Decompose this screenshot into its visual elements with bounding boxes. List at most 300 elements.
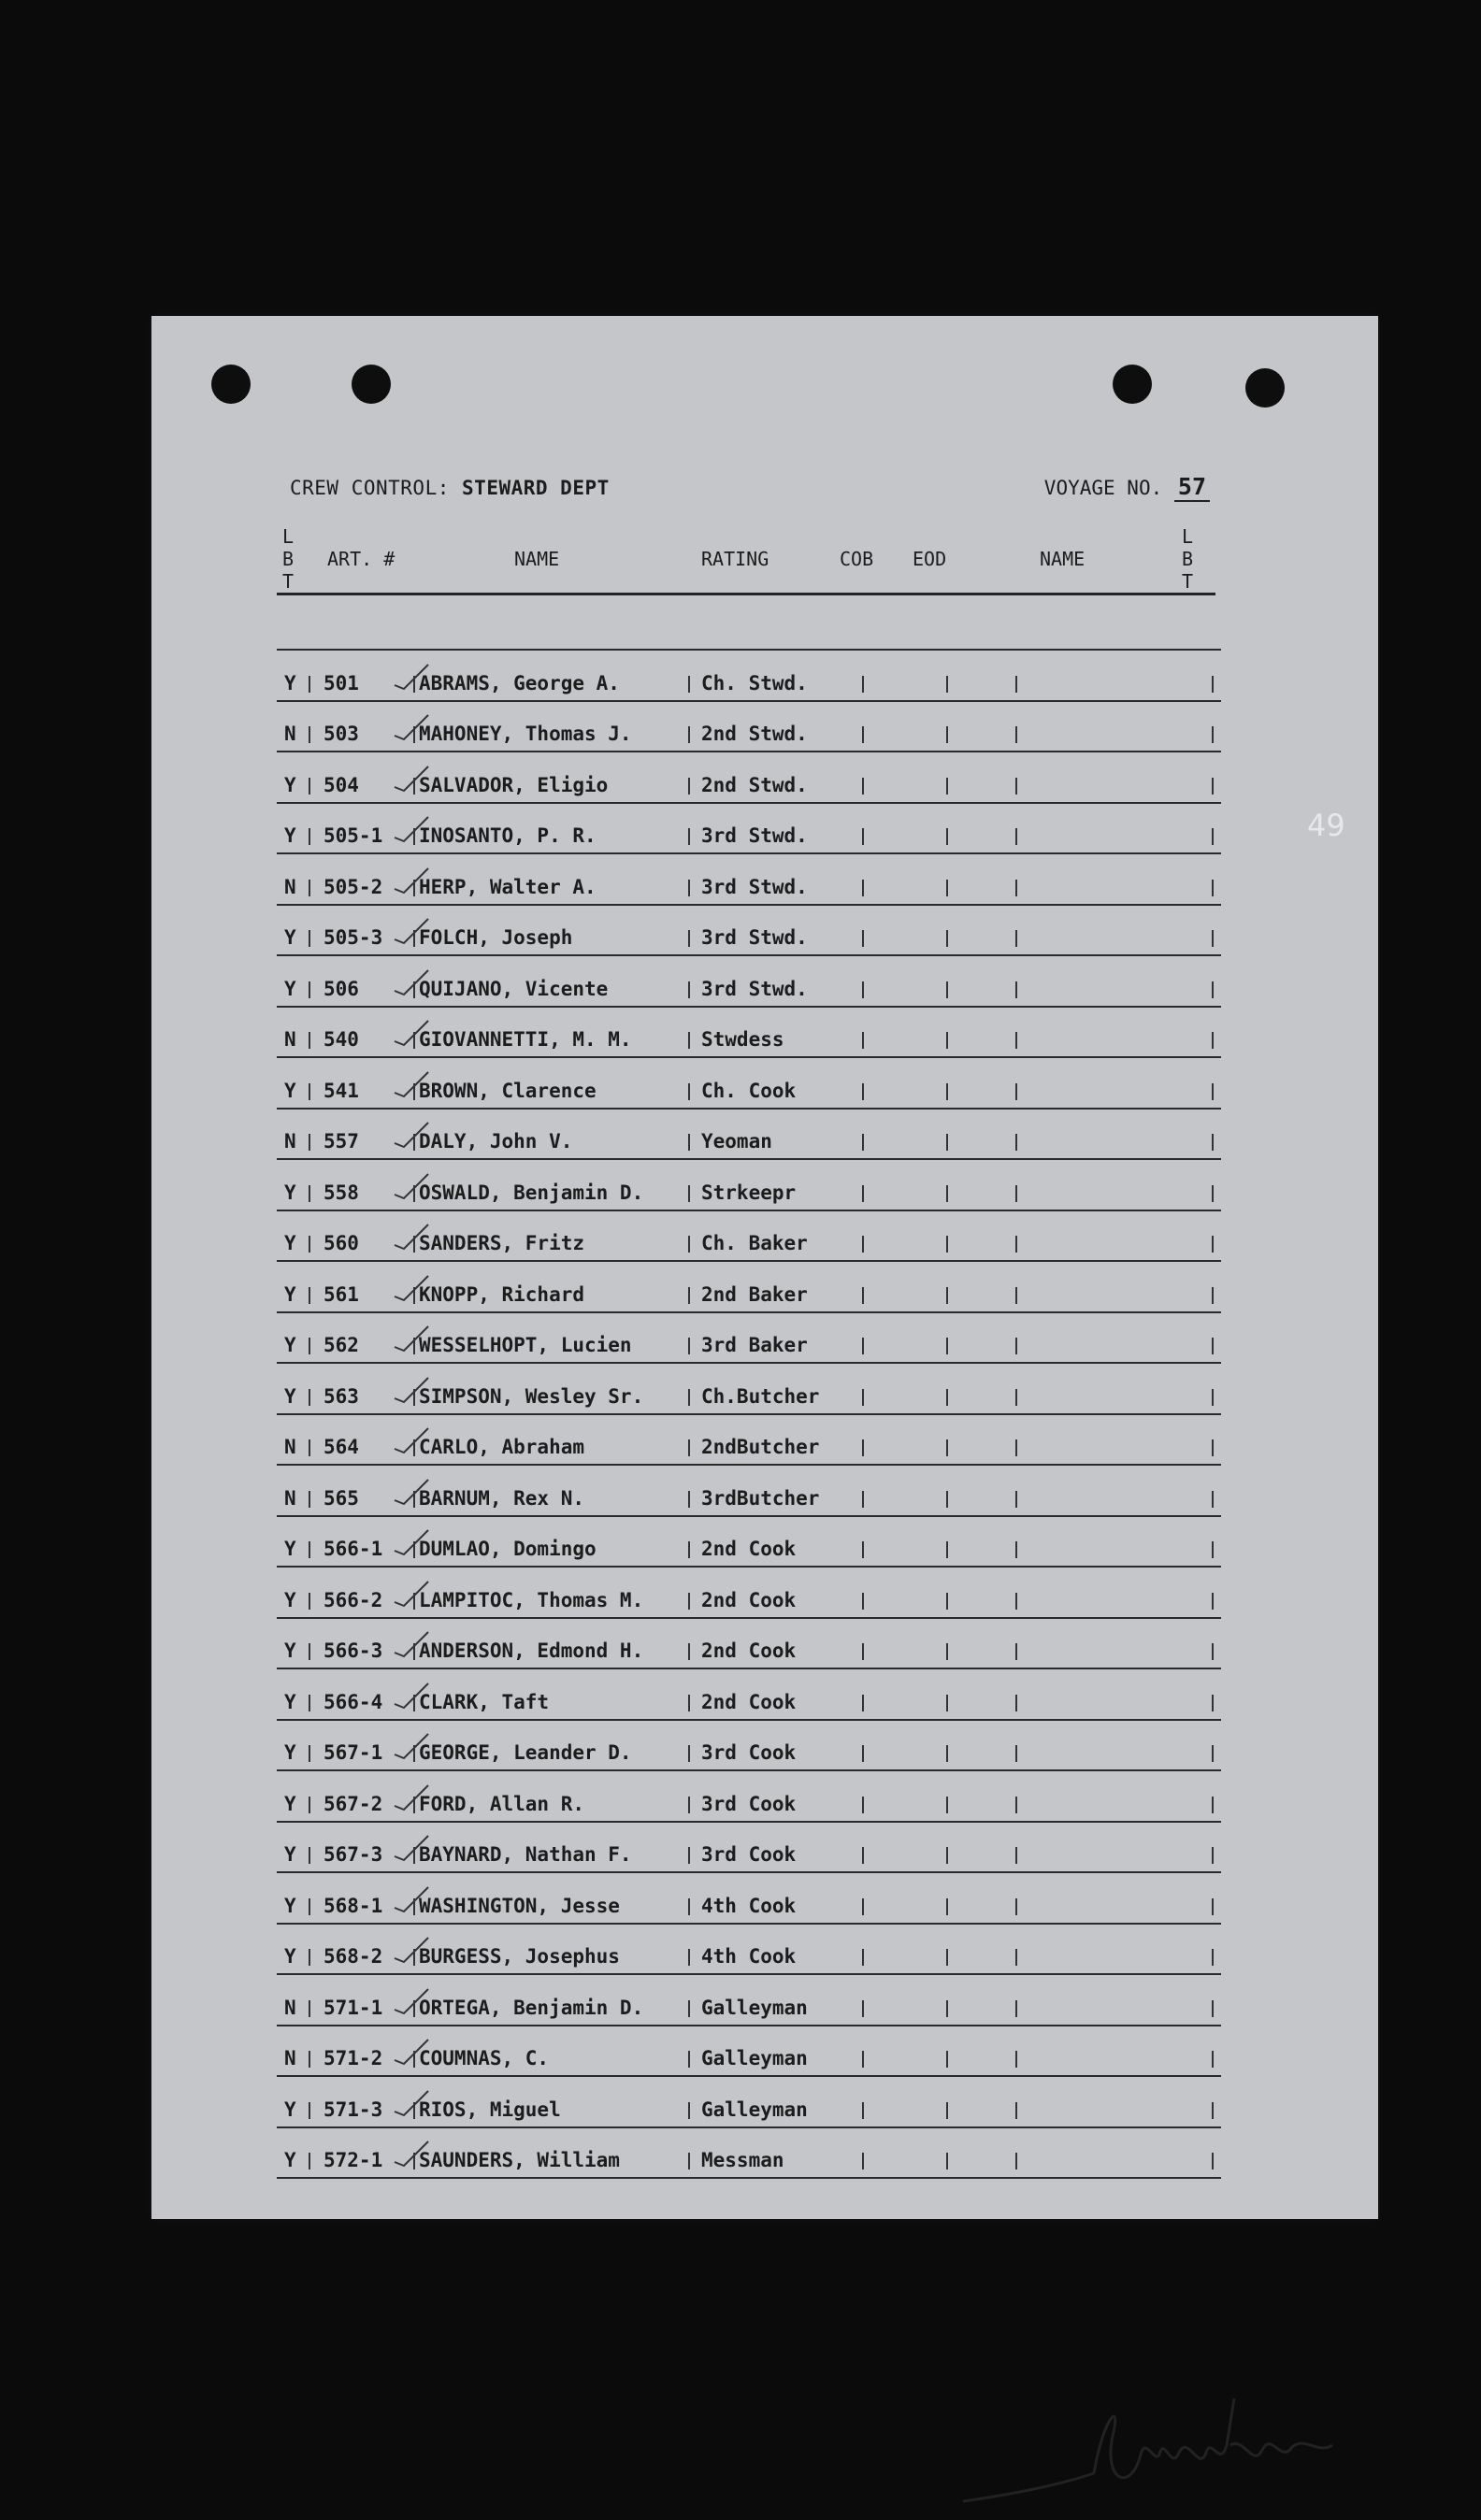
column-divider [688, 676, 690, 693]
art-number-cell: 505-2 [324, 875, 383, 898]
column-divider [688, 1338, 690, 1354]
column-divider [1212, 930, 1214, 947]
table-row [277, 1669, 1221, 1721]
lbt-cell: N [284, 1996, 296, 2019]
column-divider [688, 1541, 690, 1558]
column-divider [1015, 1389, 1017, 1406]
column-divider [309, 778, 310, 795]
column-divider [688, 1695, 690, 1711]
column-divider [688, 1593, 690, 1610]
lbt-cell: N [284, 875, 296, 898]
department-name: STEWARD DEPT [462, 477, 610, 499]
rating-cell: 4th Cook [701, 1894, 797, 1917]
check-mark-icon [393, 1070, 430, 1098]
table-row [277, 1771, 1221, 1823]
lbt-cell: Y [284, 977, 296, 1000]
column-divider [862, 2051, 864, 2068]
column-divider [1212, 1236, 1214, 1253]
column-divider [862, 2153, 864, 2169]
column-divider [1212, 778, 1214, 795]
art-number-cell: 505-3 [324, 926, 383, 949]
crew-name-cell: OSWALD, Benjamin D. [419, 1181, 644, 1204]
col-eod: EOD [913, 548, 947, 570]
column-divider [688, 778, 690, 795]
column-divider [862, 1695, 864, 1711]
column-divider [309, 1847, 310, 1864]
column-divider [1015, 1338, 1017, 1354]
column-divider [688, 1287, 690, 1304]
art-number-cell: 560 [324, 1232, 359, 1254]
column-divider [309, 1643, 310, 1660]
column-divider [309, 2051, 310, 2068]
voyage-number-block [1044, 473, 1210, 500]
punch-hole [352, 365, 391, 404]
column-divider [862, 1593, 864, 1610]
crew-name-cell: BROWN, Clarence [419, 1079, 597, 1102]
table-row [277, 1568, 1221, 1619]
column-divider [1015, 981, 1017, 998]
check-mark-icon [393, 1987, 430, 2015]
column-divider [1015, 1949, 1017, 1966]
crew-name-cell: BURGESS, Josephus [419, 1945, 620, 1968]
column-divider [309, 1083, 310, 1100]
crew-table [277, 649, 1221, 2179]
column-divider [309, 1898, 310, 1915]
table-row [277, 2128, 1221, 2180]
crew-name-cell: CARLO, Abraham [419, 1436, 585, 1458]
column-divider [688, 1797, 690, 1813]
check-mark-icon [393, 1121, 430, 1149]
column-divider [688, 2051, 690, 2068]
table-row [277, 1110, 1221, 1161]
table-row [277, 1160, 1221, 1211]
column-divider [688, 930, 690, 947]
column-divider [946, 1134, 948, 1151]
form-title [290, 477, 610, 499]
table-row [277, 804, 1221, 855]
column-divider [1212, 1491, 1214, 1508]
rating-cell: Ch. Baker [701, 1232, 808, 1254]
column-divider [688, 1389, 690, 1406]
page-number: 49 [1307, 808, 1345, 843]
lbt-cell: N [284, 1028, 296, 1051]
column-divider [688, 1491, 690, 1508]
column-divider [1015, 1593, 1017, 1610]
crew-name-cell: BAYNARD, Nathan F. [419, 1843, 632, 1866]
voyage-label: VOYAGE NO. [1043, 477, 1163, 499]
column-divider [309, 1541, 310, 1558]
rating-cell: 3rd Baker [701, 1334, 808, 1356]
column-divider [946, 930, 948, 947]
column-divider [862, 676, 864, 693]
art-number-cell: 540 [324, 1028, 359, 1051]
column-divider [862, 1287, 864, 1304]
rating-cell: 3rd Cook [701, 1792, 797, 1815]
crew-name-cell: SIMPSON, Wesley Sr. [419, 1384, 644, 1408]
column-divider [688, 1134, 690, 1151]
check-mark-icon [393, 917, 430, 945]
column-divider [309, 1593, 310, 1610]
column-divider [309, 1032, 310, 1049]
art-number-cell: 566-4 [324, 1690, 383, 1713]
art-number-cell: 572-1 [324, 2149, 383, 2171]
column-divider [1212, 1593, 1214, 1610]
art-number-cell: 571-2 [324, 2047, 383, 2069]
column-divider [1015, 778, 1017, 795]
rating-cell: Galleyman [701, 2047, 808, 2069]
column-divider [309, 1287, 310, 1304]
column-divider [1015, 1898, 1017, 1915]
column-divider [946, 828, 948, 845]
column-divider [1015, 1797, 1017, 1813]
table-row [277, 1364, 1221, 1415]
crew-name-cell: CLARK, Taft [419, 1690, 550, 1713]
table-row [277, 1517, 1221, 1568]
lbt-cell: Y [284, 1232, 296, 1254]
column-divider [309, 2000, 310, 2017]
column-divider [688, 726, 690, 743]
punch-hole [211, 365, 251, 404]
column-divider [946, 1032, 948, 1049]
check-mark-icon [393, 1783, 430, 1811]
rating-cell: Galleyman [701, 2098, 808, 2121]
crew-name-cell: BARNUM, Rex N. [419, 1486, 585, 1510]
column-divider [1212, 1439, 1214, 1456]
table-row [277, 956, 1221, 1008]
column-divider [1212, 1083, 1214, 1100]
table-row [277, 1823, 1221, 1874]
column-divider [688, 828, 690, 845]
table-row [277, 1925, 1221, 1976]
lbt-cell: N [284, 723, 296, 745]
column-divider [309, 1949, 310, 1966]
crew-name-cell: MAHONEY, Thomas J. [419, 723, 632, 745]
lbt-cell: Y [284, 1334, 296, 1356]
column-divider [309, 2153, 310, 2169]
column-divider [1212, 1847, 1214, 1864]
column-divider [862, 1491, 864, 1508]
column-divider [862, 1032, 864, 1049]
lbt-cell: Y [284, 1639, 296, 1662]
column-divider [1015, 676, 1017, 693]
lbt-cell: Y [284, 1181, 296, 1204]
column-divider [1212, 1797, 1214, 1813]
column-divider [309, 981, 310, 998]
column-divider [862, 1745, 864, 1762]
table-row [277, 1008, 1221, 1059]
column-divider [1212, 726, 1214, 743]
crew-name-cell: DUMLAO, Domingo [419, 1538, 597, 1560]
column-divider [1015, 1083, 1017, 1100]
column-divider [1212, 981, 1214, 998]
column-divider [1212, 1134, 1214, 1151]
column-divider [946, 2102, 948, 2119]
column-divider [1212, 1185, 1214, 1202]
col-lbt2-t: T [1182, 570, 1194, 593]
column-divider [1212, 1338, 1214, 1354]
lbt-cell: Y [284, 2149, 296, 2171]
check-mark-icon [393, 1376, 430, 1404]
col-name-2: NAME [1040, 548, 1086, 570]
crew-name-cell: DALY, John V. [419, 1130, 573, 1153]
column-divider [1212, 1032, 1214, 1049]
column-divider [946, 778, 948, 795]
column-divider [1212, 1643, 1214, 1660]
column-divider [862, 1643, 864, 1660]
lbt-cell: N [284, 1436, 296, 1458]
column-divider [688, 981, 690, 998]
lbt-cell: N [284, 2047, 296, 2069]
lbt-cell: Y [284, 1690, 296, 1713]
crew-name-cell: WESSELHOPT, Lucien [419, 1334, 632, 1356]
art-number-cell: 501 [324, 671, 359, 694]
column-divider [688, 1847, 690, 1864]
rating-cell: Ch. Stwd. [701, 671, 808, 694]
col-lbt2-l: L [1182, 525, 1194, 548]
crew-name-cell: ABRAMS, George A. [419, 671, 620, 694]
crew-name-cell: KNOPP, Richard [419, 1282, 585, 1306]
lbt-cell: N [284, 1130, 296, 1153]
column-divider [688, 1185, 690, 1202]
column-divider [946, 2000, 948, 2017]
column-divider [1212, 1745, 1214, 1762]
col-lbt-l: L [282, 525, 295, 548]
crew-name-cell: GEORGE, Leander D. [419, 1741, 632, 1764]
column-divider [1015, 726, 1017, 743]
check-mark-icon [393, 1936, 430, 1964]
column-divider [946, 1847, 948, 1864]
column-header-row [277, 523, 1215, 595]
document-page [151, 316, 1378, 2219]
crew-name-cell: GIOVANNETTI, M. M. [419, 1028, 632, 1051]
table-row [277, 1721, 1221, 1772]
lbt-cell: Y [284, 1079, 296, 1102]
column-divider [946, 726, 948, 743]
table-row [277, 2077, 1221, 2128]
column-divider [1212, 676, 1214, 693]
column-divider [862, 1185, 864, 1202]
column-divider [309, 1185, 310, 1202]
column-divider [862, 981, 864, 998]
check-mark-icon [393, 1478, 430, 1506]
column-divider [946, 981, 948, 998]
check-mark-icon [393, 713, 430, 741]
art-number-cell: 566-2 [324, 1588, 383, 1611]
check-mark-icon [393, 663, 430, 691]
punch-hole [1113, 365, 1152, 404]
column-divider [1015, 1134, 1017, 1151]
art-number-cell: 562 [324, 1334, 359, 1356]
column-divider [862, 1797, 864, 1813]
crew-name-cell: RIOS, Miguel [419, 2098, 561, 2121]
lbt-cell: Y [284, 1282, 296, 1306]
rating-cell: 2nd Cook [701, 1588, 797, 1611]
column-divider [946, 1541, 948, 1558]
rating-cell: 4th Cook [701, 1945, 797, 1968]
col-name: NAME [514, 548, 560, 570]
column-divider [862, 828, 864, 845]
art-number-cell: 571-3 [324, 2098, 383, 2121]
table-row [277, 2026, 1221, 2078]
check-mark-icon [393, 2089, 430, 2117]
column-divider [309, 1389, 310, 1406]
voyage-number: 57 [1174, 473, 1210, 502]
art-number-cell: 567-2 [324, 1792, 383, 1815]
column-divider [688, 2000, 690, 2017]
check-mark-icon [393, 1834, 430, 1862]
rating-cell: 3rd Stwd. [701, 926, 808, 949]
lbt-cell: Y [284, 1538, 296, 1560]
crew-name-cell: WASHINGTON, Jesse [419, 1894, 620, 1917]
lbt-cell: Y [284, 1384, 296, 1408]
art-number-cell: 541 [324, 1079, 359, 1102]
check-mark-icon [393, 1580, 430, 1608]
column-divider [946, 1593, 948, 1610]
table-row [277, 1415, 1221, 1467]
column-divider [946, 1389, 948, 1406]
column-divider [1015, 1695, 1017, 1711]
column-divider [862, 2000, 864, 2017]
rating-cell: Ch.Butcher [701, 1384, 820, 1408]
table-row [277, 649, 1221, 702]
crew-name-cell: ORTEGA, Benjamin D. [419, 1996, 644, 2019]
column-divider [946, 1745, 948, 1762]
lbt-cell: Y [284, 2098, 296, 2121]
lbt-cell: Y [284, 1792, 296, 1815]
column-divider [862, 1439, 864, 1456]
column-divider [309, 880, 310, 896]
col-lbt-t: T [282, 570, 295, 593]
art-number-cell: 566-3 [324, 1639, 383, 1662]
crew-name-cell: SAUNDERS, William [419, 2149, 620, 2171]
column-divider [1212, 880, 1214, 896]
column-divider [1015, 1745, 1017, 1762]
table-row [277, 752, 1221, 804]
column-divider [946, 1695, 948, 1711]
rating-cell: 3rd Stwd. [701, 824, 808, 847]
column-divider [862, 1134, 864, 1151]
column-divider [309, 1134, 310, 1151]
column-divider [946, 1491, 948, 1508]
column-divider [946, 1236, 948, 1253]
lbt-cell: N [284, 1486, 296, 1510]
check-mark-icon [393, 1885, 430, 1913]
rating-cell: 2nd Cook [701, 1690, 797, 1713]
rating-cell: 2ndButcher [701, 1436, 820, 1458]
rating-cell: 2nd Cook [701, 1639, 797, 1662]
check-mark-icon [393, 1630, 430, 1658]
art-number-cell: 568-2 [324, 1945, 383, 1968]
column-divider [1015, 1032, 1017, 1049]
column-divider [946, 1338, 948, 1354]
col-rating: RATING [701, 548, 769, 570]
check-mark-icon [393, 1426, 430, 1454]
column-divider [1015, 1439, 1017, 1456]
column-divider [688, 1745, 690, 1762]
crew-name-cell: LAMPITOC, Thomas M. [419, 1588, 644, 1611]
column-divider [862, 880, 864, 896]
column-divider [946, 676, 948, 693]
column-divider [309, 1338, 310, 1354]
rating-cell: 2nd Cook [701, 1538, 797, 1560]
column-divider [309, 2102, 310, 2119]
crew-name-cell: QUIJANO, Vicente [419, 977, 609, 1000]
art-number-cell: 565 [324, 1486, 359, 1510]
rating-cell: 3rd Cook [701, 1741, 797, 1764]
column-divider [688, 1236, 690, 1253]
art-number-cell: 571-1 [324, 1996, 383, 2019]
column-divider [688, 1898, 690, 1915]
table-row [277, 1873, 1221, 1925]
column-divider [309, 676, 310, 693]
column-divider [862, 1338, 864, 1354]
column-divider [862, 1236, 864, 1253]
column-divider [1212, 2000, 1214, 2017]
col-cob: COB [840, 548, 874, 570]
column-divider [946, 1083, 948, 1100]
column-divider [862, 726, 864, 743]
column-divider [862, 1898, 864, 1915]
column-divider [862, 1389, 864, 1406]
check-mark-icon [393, 1223, 430, 1251]
lbt-cell: Y [284, 824, 296, 847]
art-number-cell: 505-1 [324, 824, 383, 847]
table-row [277, 1211, 1221, 1263]
crew-name-cell: ANDERSON, Edmond H. [419, 1639, 644, 1662]
column-divider [688, 1949, 690, 1966]
art-number-cell: 557 [324, 1130, 359, 1153]
column-divider [1015, 828, 1017, 845]
check-mark-icon [393, 1682, 430, 1710]
check-mark-icon [393, 2038, 430, 2066]
column-divider [1015, 1236, 1017, 1253]
crew-name-cell: SANDERS, Fritz [419, 1232, 585, 1254]
column-divider [309, 1491, 310, 1508]
check-mark-icon [393, 1732, 430, 1760]
column-divider [1212, 1949, 1214, 1966]
column-divider [309, 1236, 310, 1253]
column-divider [862, 1847, 864, 1864]
rating-cell: 3rdButcher [701, 1486, 820, 1510]
column-divider [688, 1643, 690, 1660]
column-divider [688, 1439, 690, 1456]
check-mark-icon [393, 866, 430, 895]
column-divider [309, 1439, 310, 1456]
column-divider [309, 828, 310, 845]
column-divider [862, 1949, 864, 1966]
column-divider [688, 2102, 690, 2119]
table-row [277, 1619, 1221, 1670]
col-lbt2-b: B [1182, 548, 1194, 570]
check-mark-icon [393, 1019, 430, 1047]
column-divider [1015, 1491, 1017, 1508]
table-row [277, 906, 1221, 957]
art-number-cell: 506 [324, 977, 359, 1000]
column-divider [309, 1745, 310, 1762]
check-mark-icon [393, 815, 430, 843]
column-divider [1212, 2102, 1214, 2119]
column-divider [946, 2051, 948, 2068]
column-divider [1015, 1643, 1017, 1660]
column-divider [1015, 2153, 1017, 2169]
column-divider [946, 1185, 948, 1202]
column-divider [1015, 2051, 1017, 2068]
column-divider [688, 880, 690, 896]
rating-cell: 3rd Stwd. [701, 977, 808, 1000]
column-divider [309, 1695, 310, 1711]
crew-name-cell: HERP, Walter A. [419, 875, 597, 898]
lbt-cell: Y [284, 773, 296, 796]
